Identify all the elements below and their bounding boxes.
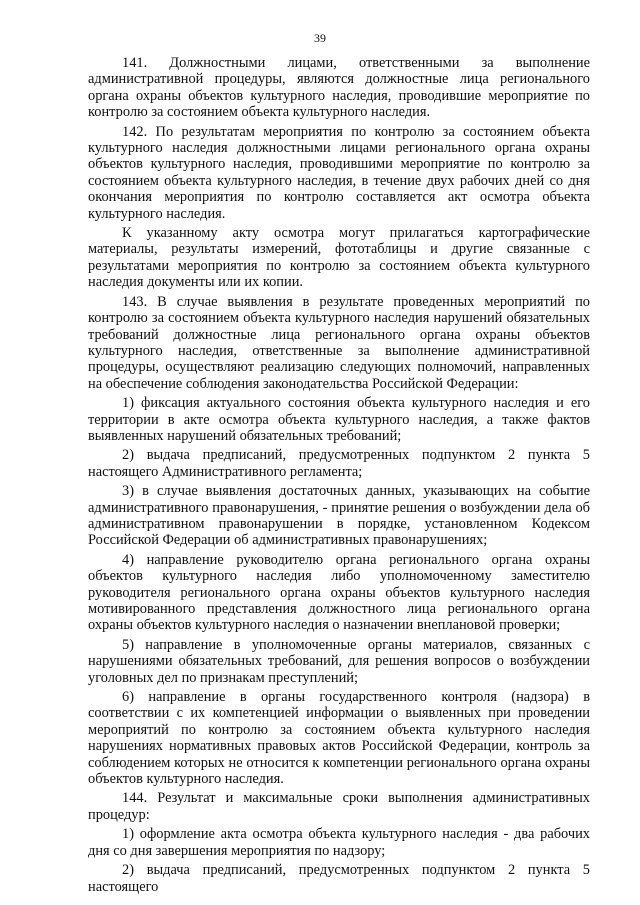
- list-item-143-2: 2) выдача предписаний, предусмотренных подпунктом 2 пункта 5 настоящего Административного регламента;: [88, 447, 590, 480]
- paragraph-142-attachments: К указанному акту осмотра могут прилагаться картографические материалы, результаты измерений, фототаблицы и другие связанные с результатами мероприятия по контролю за состоянием объекта культурного наследия документы или их копии.: [88, 225, 590, 291]
- list-item-143-1: 1) фиксация актуального состояния объекта культурного наследия и его территории в акте осмотра объекта культурного наследия, а также фактов выявленных нарушений обязательных требований;: [88, 395, 590, 444]
- paragraph-144: 144. Результат и максимальные сроки выполнения административных процедур:: [88, 790, 590, 823]
- list-item-143-3: 3) в случае выявления достаточных данных, указывающих на событие административного правонарушения, - принятие решения о возбуждении дела об административном правонарушении в порядке, установленном Кодексом Российской Федерации об административных правонарушениях;: [88, 483, 590, 549]
- document-body: [88, 55, 590, 898]
- page-number: 39: [314, 31, 326, 45]
- paragraph-143: 143. В случае выявления в результате проведенных мероприятий по контролю за состоянием объекта культурного наследия нарушений обязательных требований должностные лица регионального органа охраны объектов культурного наследия, ответственные за выполнение административной процедуры, осуществляют реализацию следующих полномочий, направленных на обеспечение соблюдения законодательства Российской Федерации:: [88, 293, 590, 392]
- list-item-144-2: 2) выдача предписаний, предусмотренных подпунктом 2 пункта 5 настоящего: [88, 862, 590, 895]
- list-item-143-4: 4) направление руководителю органа регионального органа охраны объектов культурного наследия либо уполномоченному заместителю руководителя регионального органа охраны объектов культурного наследия мотивированного представления должностного лица регионального органа охраны объектов культурного наследия о назначении внеплановой проверки;: [88, 551, 590, 634]
- paragraph-141: 141. Должностными лицами, ответственными за выполнение административной процедуры, являются должностные лица регионального органа охраны объектов культурного наследия, проводившие мероприятие по контролю за состоянием объекта культурного наследия.: [88, 55, 590, 121]
- paragraph-142: 142. По результатам мероприятия по контролю за состоянием объекта культурного наследия должностными лицами регионального органа охраны объектов культурного наследия, проводившими мероприятие по контролю за состоянием объекта культурного наследия, в течение двух рабочих дней со дня окончания мероприятия по контролю составляется акт осмотра объекта культурного наследия.: [88, 123, 590, 222]
- list-item-143-5: 5) направление в уполномоченные органы материалов, связанных с нарушениями обязательных требований, для решения вопросов о возбуждении уголовных дел по признакам преступлений;: [88, 636, 590, 686]
- list-item-144-1: 1) оформление акта осмотра объекта культурного наследия - два рабочих дня со дня завершения мероприятия по надзору;: [88, 826, 590, 859]
- list-item-143-6: 6) направление в органы государственного контроля (надзора) в соответствии с их компетенцией информации о выявленных при проведении мероприятий по контролю за состоянием объекта культурного наследия нарушениях нормативных правовых актов Российской Федерации, контроль за соблюдением которых не относится к компетенции регионального органа охраны объектов культурного наследия.: [88, 689, 590, 788]
